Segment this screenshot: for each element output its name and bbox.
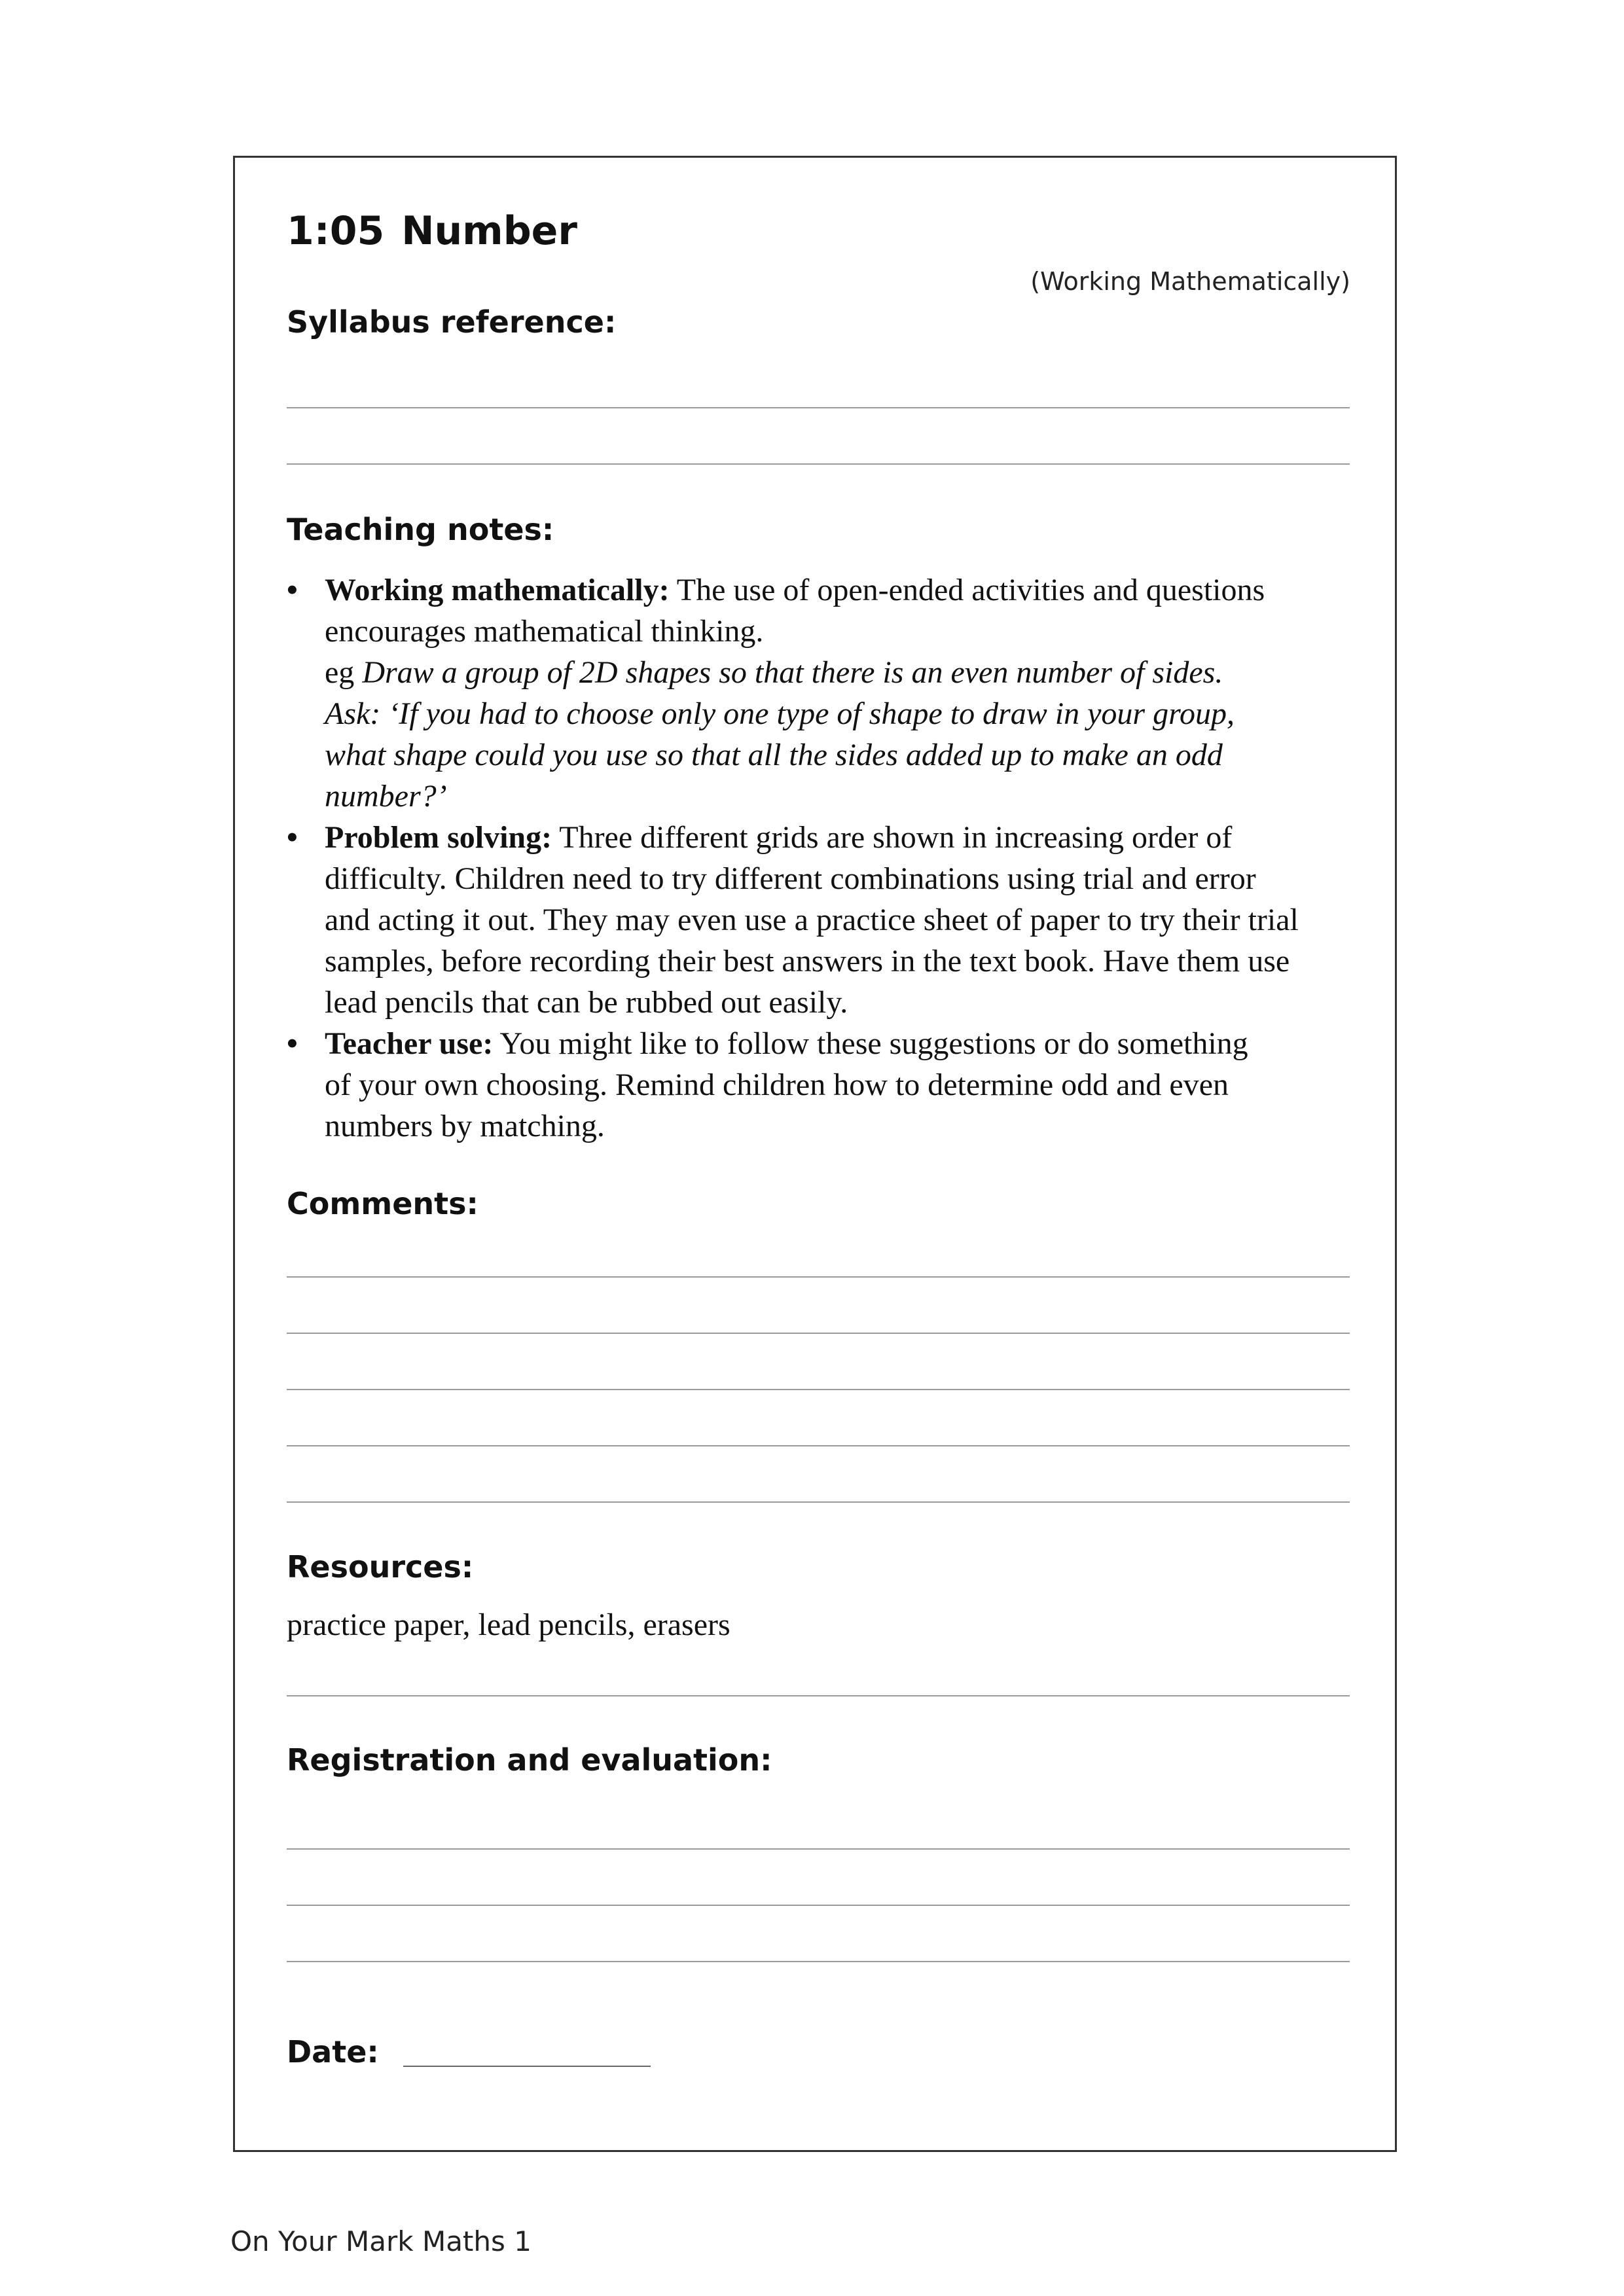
date-line: [403, 2066, 651, 2067]
note-heading: Working mathematically:: [325, 573, 670, 607]
strand-label: (Working Mathematically): [1030, 267, 1350, 296]
comments-line-4: [287, 1445, 1350, 1446]
comments-line-2: [287, 1333, 1350, 1334]
syllabus-line-2: [287, 463, 1350, 465]
note-working-mathematically: [287, 569, 1360, 817]
page-border: [233, 156, 1397, 2152]
resources-line: [287, 1695, 1350, 1696]
syllabus-line-1: [287, 407, 1350, 408]
footer-book-title: On Your Mark Maths 1: [230, 2225, 532, 2257]
comments-line-3: [287, 1389, 1350, 1390]
registration-line-3: [287, 1961, 1350, 1962]
resources-text: practice paper, lead pencils, erasers: [287, 1607, 731, 1642]
teaching-notes: [287, 569, 1360, 1147]
bullet-marker: •: [287, 1026, 298, 1061]
question-text: Ask: ‘If you had to choose only one type of shape to draw in your group,: [325, 696, 1235, 731]
note-text: samples, before recording their best answers in the text book. Have them use: [325, 944, 1290, 978]
note-text: lead pencils that can be rubbed out easily.: [325, 985, 848, 1020]
note-problem-solving: [287, 817, 1360, 1023]
page-title: [287, 208, 577, 254]
bullet-marker: •: [287, 573, 298, 607]
registration-line-2: [287, 1905, 1350, 1906]
syllabus-heading: Syllabus reference:: [287, 304, 617, 340]
example-prefix: eg: [325, 655, 363, 690]
note-text: You might like to follow these suggestions or do something: [493, 1026, 1248, 1061]
question-text: number?’: [325, 779, 447, 814]
note-text: difficulty. Children need to try different combinations using trial and error: [325, 861, 1256, 896]
note-text: and acting it out. They may even use a practice sheet of paper to try their trial: [325, 903, 1299, 937]
question-text: what shape could you use so that all the sides added up to make an odd: [325, 738, 1223, 772]
comments-line-5: [287, 1501, 1350, 1503]
comments-line-1: [287, 1276, 1350, 1278]
note-heading: Problem solving:: [325, 820, 552, 855]
comments-heading: Comments:: [287, 1186, 478, 1221]
lesson-number: 1:05: [287, 208, 385, 254]
note-text: numbers by matching.: [325, 1109, 605, 1143]
note-text: of your own choosing. Remind children how to determine odd and even: [325, 1067, 1229, 1102]
resources-heading: Resources:: [287, 1549, 474, 1585]
note-heading: Teacher use:: [325, 1026, 494, 1061]
registration-line-1: [287, 1848, 1350, 1850]
registration-heading: Registration and evaluation:: [287, 1742, 772, 1778]
date-label: Date:: [287, 2034, 379, 2070]
note-teacher-use: [287, 1023, 1360, 1147]
note-text: Three different grids are shown in increasing order of: [552, 820, 1233, 855]
bullet-marker: •: [287, 820, 298, 855]
lesson-title: Number: [401, 208, 577, 254]
example-text: Draw a group of 2D shapes so that there is an even number of sides.: [362, 655, 1223, 690]
teaching-notes-heading: Teaching notes:: [287, 512, 554, 547]
note-text: encourages mathematical thinking.: [325, 614, 764, 649]
note-text: The use of open-ended activities and questions: [669, 573, 1265, 607]
